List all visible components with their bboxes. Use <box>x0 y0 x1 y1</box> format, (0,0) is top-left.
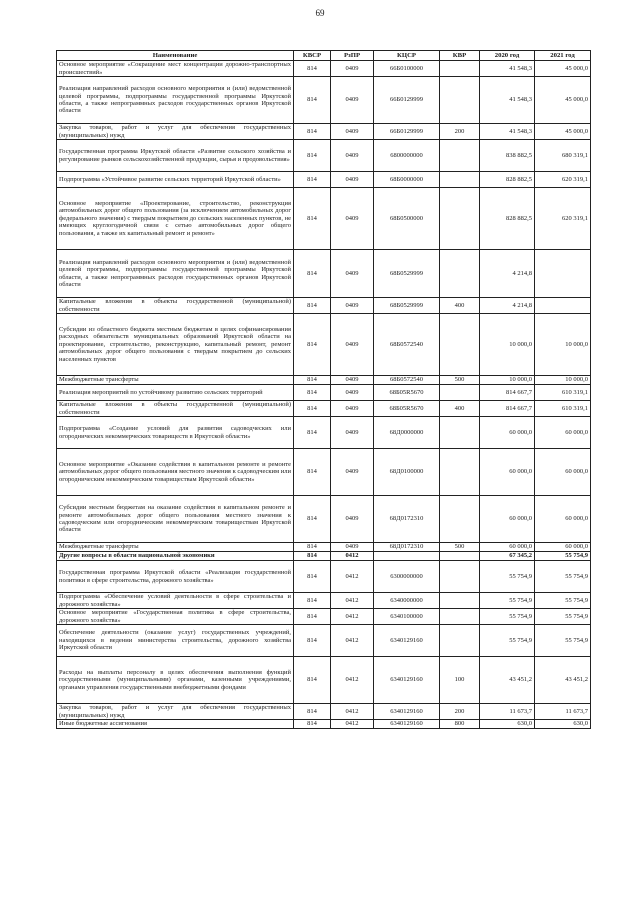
row-2021-cell <box>535 250 591 298</box>
page-number: 69 <box>315 8 325 18</box>
row-rzpr-cell: 0409 <box>331 172 374 188</box>
column-header-name: Наименование <box>57 51 294 61</box>
table-row <box>57 417 591 449</box>
row-kcsr-cell: 68Б0000000 <box>374 172 440 188</box>
row-name-cell: Подпрограмма «Создание условий для развития садоводческих или огороднических некоммерческих товариществ в Иркутской области» <box>57 417 294 449</box>
row-kvsr-cell: 814 <box>294 376 331 385</box>
row-2020-cell: 60 000,0 <box>480 496 535 543</box>
row-kvsr-cell: 814 <box>294 496 331 543</box>
row-rzpr-cell: 0409 <box>331 401 374 417</box>
row-2021-cell: 60 000,0 <box>535 496 591 543</box>
row-rzpr-cell: 0409 <box>331 140 374 172</box>
row-kcsr-cell: 68Д0172310 <box>374 496 440 543</box>
row-rzpr-cell: 0412 <box>331 561 374 593</box>
budget-table <box>56 50 591 729</box>
table-row <box>57 385 591 401</box>
row-kcsr-cell: 6340129160 <box>374 657 440 704</box>
row-kvsr-cell: 814 <box>294 593 331 609</box>
row-kvr-cell: 100 <box>440 657 480 704</box>
row-kcsr-cell: 6300000000 <box>374 561 440 593</box>
row-2020-cell: 10 000,0 <box>480 376 535 385</box>
table-row <box>57 140 591 172</box>
row-2020-cell: 828 882,5 <box>480 172 535 188</box>
row-kvsr-cell: 814 <box>294 720 331 729</box>
row-kvsr-cell: 814 <box>294 61 331 77</box>
row-rzpr-cell: 0409 <box>331 314 374 376</box>
row-2020-cell: 814 667,7 <box>480 401 535 417</box>
row-kvr-cell <box>440 188 480 250</box>
row-kvr-cell <box>440 140 480 172</box>
row-kvsr-cell: 814 <box>294 188 331 250</box>
row-name-cell: Реализация направлений расходов основного мероприятия и (или) ведомственной целевой программы, подпрограммы государственной программы Иркутской области, а также непрограммных расходов государственных органов Иркутской области <box>57 250 294 298</box>
row-name-cell: Основное мероприятие «Проектирование, строительство, реконструкция автомобильных дорог общего пользования (за исключением автомобильных дорог федерального значения) с твердым покрытием до сельских населенных пунктов, не имеющих круглогодичной связи с сетью автомобильных дорог общего пользования, а также их капитальный ремонт и ремонт» <box>57 188 294 250</box>
row-kcsr-cell: 68Б0529999 <box>374 298 440 314</box>
row-rzpr-cell: 0409 <box>331 188 374 250</box>
row-2020-cell: 630,0 <box>480 720 535 729</box>
row-kvsr-cell: 814 <box>294 552 331 561</box>
row-name-cell: Основное мероприятие «Сокращение мест концентрации дорожно-транспортных происшествий» <box>57 61 294 77</box>
row-kcsr-cell: 66Б0129999 <box>374 124 440 140</box>
row-kvsr-cell: 814 <box>294 298 331 314</box>
row-2021-cell: 610 319,1 <box>535 401 591 417</box>
row-2021-cell: 45 000,0 <box>535 124 591 140</box>
table-row <box>57 298 591 314</box>
row-name-cell: Межбюджетные трансферты <box>57 376 294 385</box>
row-kvr-cell: 400 <box>440 401 480 417</box>
row-rzpr-cell: 0412 <box>331 704 374 720</box>
row-2020-cell: 43 451,2 <box>480 657 535 704</box>
row-2020-cell: 41 548,3 <box>480 61 535 77</box>
row-kvr-cell <box>440 625 480 657</box>
row-name-cell: Реализация мероприятий по устойчивому развитию сельских территорий <box>57 385 294 401</box>
table-row <box>57 609 591 625</box>
row-kcsr-cell: 6340129160 <box>374 625 440 657</box>
row-2020-cell: 60 000,0 <box>480 449 535 496</box>
table-row <box>57 561 591 593</box>
row-rzpr-cell: 0409 <box>331 250 374 298</box>
row-kvsr-cell: 814 <box>294 561 331 593</box>
table-row <box>57 625 591 657</box>
row-2020-cell: 4 214,8 <box>480 250 535 298</box>
row-kcsr-cell: 6340000000 <box>374 593 440 609</box>
row-rzpr-cell: 0412 <box>331 552 374 561</box>
table-row <box>57 188 591 250</box>
row-2021-cell: 60 000,0 <box>535 543 591 552</box>
row-2020-cell: 4 214,8 <box>480 298 535 314</box>
row-name-cell: Другие вопросы в области национальной экономики <box>57 552 294 561</box>
row-2020-cell: 60 000,0 <box>480 417 535 449</box>
column-header-kvr: КВР <box>440 51 480 61</box>
row-kcsr-cell: 68Б0572540 <box>374 314 440 376</box>
row-2021-cell: 55 754,9 <box>535 625 591 657</box>
row-kcsr-cell: 68Б0529999 <box>374 250 440 298</box>
row-name-cell: Подпрограмма «Обеспечение условий деятельности в сфере строительства и дорожного хозяйства» <box>57 593 294 609</box>
row-name-cell: Подпрограмма «Устойчивое развитие сельских территорий Иркутской области» <box>57 172 294 188</box>
row-2021-cell: 630,0 <box>535 720 591 729</box>
row-name-cell: Субсидии из областного бюджета местным бюджетам в целях софинансирования расходных обязательств муниципальных образований Иркутской области на проектирование, строительство, реконструкцию, капитальный ремонт, ремонт автомобильных дорог общего пользования с твердым покрытием до сельских населенных пунктов <box>57 314 294 376</box>
row-name-cell: Основное мероприятие «Оказание содействия в капитальном ремонте и ремонте автомобильных дорог общего пользования местного значения к садоводческим или огородническим некоммерческим товариществам Иркутской области» <box>57 449 294 496</box>
row-kvr-cell: 500 <box>440 376 480 385</box>
row-kvr-cell <box>440 417 480 449</box>
row-name-cell: Капитальные вложения в объекты государственной (муниципальной) собственности <box>57 298 294 314</box>
row-kcsr-cell: 68Б05R5670 <box>374 401 440 417</box>
row-2021-cell: 11 673,7 <box>535 704 591 720</box>
table-row <box>57 657 591 704</box>
row-kvsr-cell: 814 <box>294 449 331 496</box>
row-rzpr-cell: 0412 <box>331 625 374 657</box>
row-2020-cell: 55 754,9 <box>480 593 535 609</box>
row-2020-cell: 10 000,0 <box>480 314 535 376</box>
row-kvr-cell: 500 <box>440 543 480 552</box>
row-2021-cell: 45 000,0 <box>535 61 591 77</box>
row-kvsr-cell: 814 <box>294 124 331 140</box>
row-kvsr-cell: 814 <box>294 385 331 401</box>
row-kvr-cell <box>440 609 480 625</box>
row-2021-cell: 55 754,9 <box>535 593 591 609</box>
row-name-cell: Государственная программа Иркутской области «Развитие сельского хозяйства и регулирование рынков сельскохозяйственной продукции, сырья и продовольствия» <box>57 140 294 172</box>
table-body <box>57 61 591 729</box>
row-name-cell: Иные бюджетные ассигнования <box>57 720 294 729</box>
row-kcsr-cell: 68Д0000000 <box>374 417 440 449</box>
row-kvr-cell <box>440 561 480 593</box>
row-rzpr-cell: 0412 <box>331 657 374 704</box>
row-2021-cell: 620 319,1 <box>535 188 591 250</box>
row-2021-cell: 60 000,0 <box>535 449 591 496</box>
row-name-cell: Субсидии местным бюджетам на оказание содействия в капитальном ремонте и ремонте автомобильных дорог общего пользования местного значения к садоводческим или огородническим некоммерческим товариществам Иркутской области <box>57 496 294 543</box>
row-2021-cell: 45 000,0 <box>535 77 591 124</box>
table-row <box>57 124 591 140</box>
table-row <box>57 401 591 417</box>
row-2021-cell: 55 754,9 <box>535 561 591 593</box>
row-kcsr-cell: 6800000000 <box>374 140 440 172</box>
row-kvr-cell <box>440 496 480 543</box>
row-kcsr-cell: 68Д0172310 <box>374 543 440 552</box>
row-kvsr-cell: 814 <box>294 250 331 298</box>
row-name-cell: Капитальные вложения в объекты государственной (муниципальной) собственности <box>57 401 294 417</box>
table-row <box>57 593 591 609</box>
row-kvr-cell <box>440 172 480 188</box>
column-header-kcsr: КЦСР <box>374 51 440 61</box>
table-row <box>57 704 591 720</box>
row-2020-cell: 55 754,9 <box>480 609 535 625</box>
row-kvr-cell <box>440 61 480 77</box>
row-kcsr-cell: 68Б05R5670 <box>374 385 440 401</box>
row-kcsr-cell: 6340129160 <box>374 704 440 720</box>
row-2020-cell: 41 548,3 <box>480 77 535 124</box>
row-kcsr-cell: 68Д0100000 <box>374 449 440 496</box>
row-2020-cell: 60 000,0 <box>480 543 535 552</box>
row-rzpr-cell: 0409 <box>331 61 374 77</box>
row-2021-cell: 55 754,9 <box>535 609 591 625</box>
table-row <box>57 552 591 561</box>
row-kvr-cell: 200 <box>440 124 480 140</box>
table-row <box>57 314 591 376</box>
table-row <box>57 376 591 385</box>
row-rzpr-cell: 0412 <box>331 609 374 625</box>
row-kvr-cell <box>440 552 480 561</box>
row-kvr-cell <box>440 449 480 496</box>
row-2021-cell: 10 000,0 <box>535 376 591 385</box>
row-2020-cell: 67 345,2 <box>480 552 535 561</box>
row-kvr-cell <box>440 593 480 609</box>
row-kvsr-cell: 814 <box>294 401 331 417</box>
row-2020-cell: 55 754,9 <box>480 561 535 593</box>
column-header-rzpr: РзПР <box>331 51 374 61</box>
row-rzpr-cell: 0409 <box>331 298 374 314</box>
row-kvsr-cell: 814 <box>294 704 331 720</box>
row-name-cell: Межбюджетные трансферты <box>57 543 294 552</box>
row-kvsr-cell: 814 <box>294 625 331 657</box>
row-kvsr-cell: 814 <box>294 314 331 376</box>
row-kcsr-cell: 68Б0500000 <box>374 188 440 250</box>
table-row <box>57 172 591 188</box>
row-kcsr-cell: 6340129160 <box>374 720 440 729</box>
row-rzpr-cell: 0409 <box>331 385 374 401</box>
column-header-2020: 2020 год <box>480 51 535 61</box>
row-kcsr-cell <box>374 552 440 561</box>
row-2020-cell: 838 882,5 <box>480 140 535 172</box>
row-2021-cell: 10 000,0 <box>535 314 591 376</box>
table-row <box>57 250 591 298</box>
row-name-cell: Обеспечение деятельности (оказание услуг) государственных учреждений, находящихся в ведении министерства строительства, дорожного хозяйства Иркутской области <box>57 625 294 657</box>
column-header-kvsr: КВСР <box>294 51 331 61</box>
row-rzpr-cell: 0409 <box>331 417 374 449</box>
row-2020-cell: 55 754,9 <box>480 625 535 657</box>
row-rzpr-cell: 0409 <box>331 449 374 496</box>
row-kvsr-cell: 814 <box>294 417 331 449</box>
row-kcsr-cell: 68Б0572540 <box>374 376 440 385</box>
row-2020-cell: 828 882,5 <box>480 188 535 250</box>
row-2021-cell: 620 319,1 <box>535 172 591 188</box>
table-row <box>57 449 591 496</box>
row-2021-cell: 610 319,1 <box>535 385 591 401</box>
row-rzpr-cell: 0412 <box>331 720 374 729</box>
row-2020-cell: 814 667,7 <box>480 385 535 401</box>
row-rzpr-cell: 0409 <box>331 376 374 385</box>
row-kvsr-cell: 814 <box>294 140 331 172</box>
row-kcsr-cell: 66Б0129999 <box>374 77 440 124</box>
row-name-cell: Расходы на выплаты персоналу в целях обеспечения выполнения функций государственными (муниципальными) органами, казенными учреждениями, органами управления государственными внебюджетными фондами <box>57 657 294 704</box>
table-row <box>57 61 591 77</box>
row-kvr-cell <box>440 385 480 401</box>
row-rzpr-cell: 0412 <box>331 593 374 609</box>
row-2021-cell <box>535 298 591 314</box>
row-kvr-cell: 800 <box>440 720 480 729</box>
row-kvr-cell: 200 <box>440 704 480 720</box>
row-2020-cell: 11 673,7 <box>480 704 535 720</box>
table-row <box>57 720 591 729</box>
row-2021-cell: 55 754,9 <box>535 552 591 561</box>
row-name-cell: Закупка товаров, работ и услуг для обеспечения государственных (муниципальных) нужд <box>57 124 294 140</box>
row-name-cell: Закупка товаров, работ и услуг для обеспечения государственных (муниципальных) нужд <box>57 704 294 720</box>
row-2021-cell: 60 000,0 <box>535 417 591 449</box>
row-kcsr-cell: 66Б0100000 <box>374 61 440 77</box>
row-kvr-cell <box>440 77 480 124</box>
column-header-2021: 2021 год <box>535 51 591 61</box>
row-2020-cell: 41 548,3 <box>480 124 535 140</box>
row-rzpr-cell: 0409 <box>331 77 374 124</box>
row-name-cell: Реализация направлений расходов основного мероприятия и (или) ведомственной целевой программы, подпрограммы государственной программы Иркутской области, а также непрограммных расходов государственных органов Иркутской области <box>57 77 294 124</box>
row-kcsr-cell: 6340100000 <box>374 609 440 625</box>
table-row <box>57 543 591 552</box>
row-kvsr-cell: 814 <box>294 657 331 704</box>
row-2021-cell: 680 319,1 <box>535 140 591 172</box>
row-name-cell: Государственная программа Иркутской области «Реализация государственной политики в сфере строительства, дорожного хозяйства» <box>57 561 294 593</box>
row-kvsr-cell: 814 <box>294 172 331 188</box>
row-rzpr-cell: 0409 <box>331 496 374 543</box>
row-kvr-cell <box>440 314 480 376</box>
row-rzpr-cell: 0409 <box>331 124 374 140</box>
row-kvsr-cell: 814 <box>294 543 331 552</box>
row-kvsr-cell: 814 <box>294 77 331 124</box>
row-name-cell: Основное мероприятие «Государственная политика в сфере строительства, дорожного хозяйства» <box>57 609 294 625</box>
table-header-row <box>57 51 591 61</box>
row-kvr-cell: 400 <box>440 298 480 314</box>
row-kvsr-cell: 814 <box>294 609 331 625</box>
row-2021-cell: 43 451,2 <box>535 657 591 704</box>
table-row <box>57 496 591 543</box>
table-row <box>57 77 591 124</box>
row-rzpr-cell: 0409 <box>331 543 374 552</box>
row-kvr-cell <box>440 250 480 298</box>
